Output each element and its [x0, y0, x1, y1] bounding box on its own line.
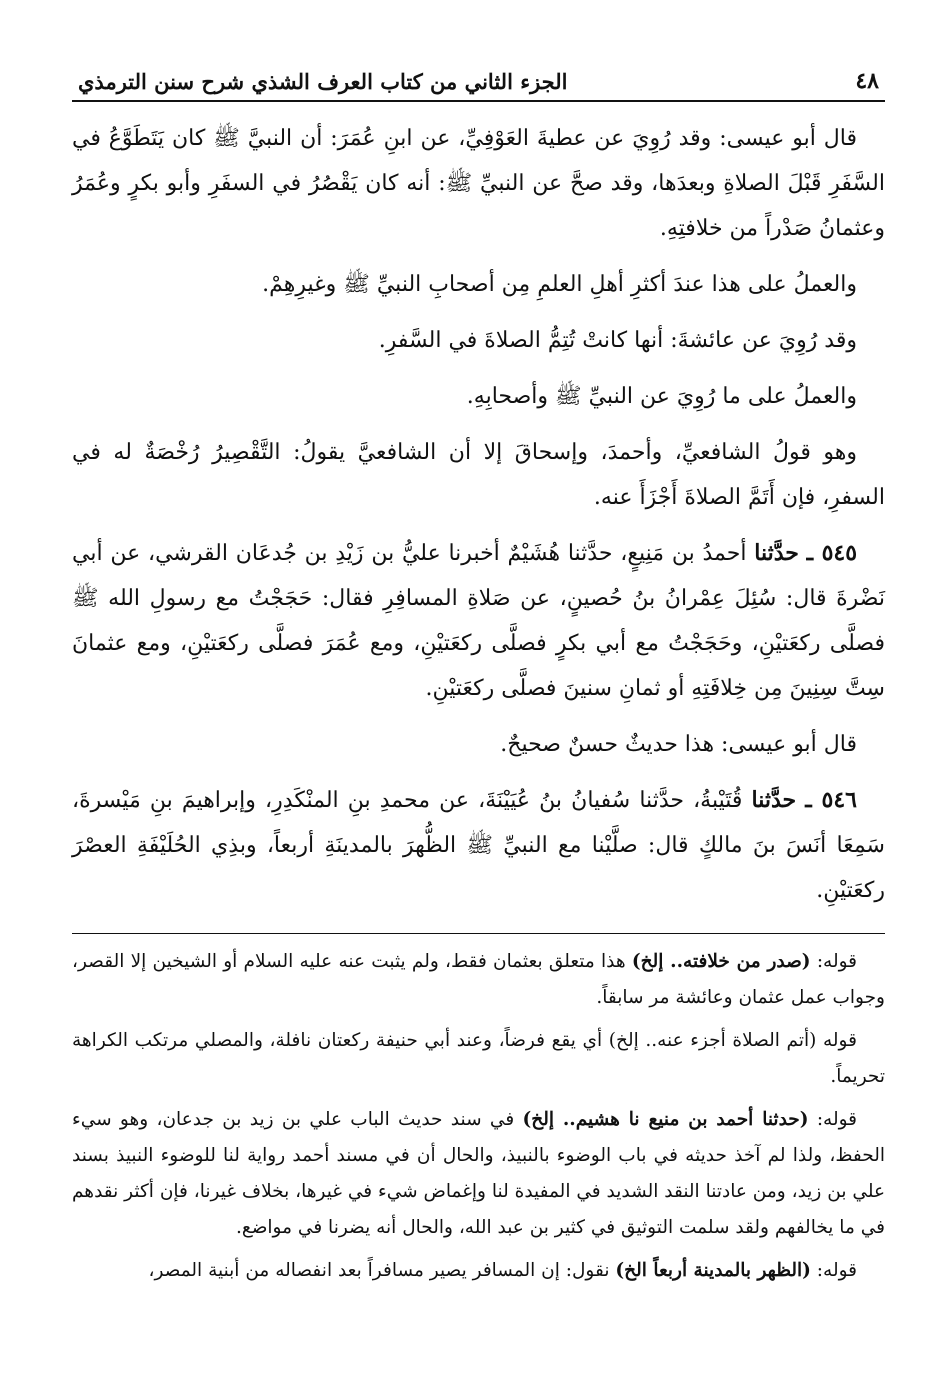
paragraph-practice-1: والعملُ على هذا عندَ أكثرِ أهلِ العلمِ مِن أصحابِ النبيِّ ﷺ وغيرِهِمْ. — [262, 272, 857, 297]
footnote-separator — [72, 933, 885, 934]
footnote-text: نقول: إن المسافر يصير مسافراً بعد انفصاله من أبنية المصر، — [148, 1260, 610, 1281]
hadith-number: ٥٤٥ ـ — [806, 540, 858, 566]
hadith-546 — [72, 778, 885, 913]
footnote-lead: قوله — [823, 1030, 857, 1051]
hadith-number: ٥٤٦ ـ — [805, 787, 857, 813]
paragraph-scholars: وهو قولُ الشافعيِّ، وأحمدَ، وإسحاقَ إلا أن الشافعيَّ يقولُ: التَّقْصِيرُ رُخْصَةٌ له في السفرِ، فإن أَتَمَّ الصلاةَ أَجْزَأَ عنه. — [72, 440, 885, 510]
footnote-lead: قوله: — [816, 1260, 857, 1281]
hadith-text: قُتَيْبةُ، حدَّثنا سُفيانُ بنُ عُيَيْنَةَ، عن محمدِ بنِ المنْكَدِرِ، وإبراهيمَ بنِ مَيْسرةَ، سَمِعَا أنَسَ بنَ مالكٍ قال: صلَّيْنا مع النبيِّ ﷺ الظُّهرَ بالمدينَةِ أربعاً، وبذِي الحُلَيْفَةِ العصْرَ ركعَتيْنِ. — [72, 788, 885, 903]
paragraph-practice-2: والعملُ على ما رُوِيَ عن النبيِّ ﷺ وأصحابِهِ. — [466, 384, 857, 409]
hadith-label: حدَّثنا — [754, 540, 799, 566]
paragraph-aisha: وقد رُوِيَ عن عائشةَ: أنها كانتْ تُتِمُّ الصلاةَ في السَّفرِ. — [378, 328, 857, 353]
hadith-label: حدَّثنا — [751, 787, 797, 813]
footnote — [72, 1102, 885, 1246]
footnote-quote: (أتم الصلاة أجزء عنه.. إلخ) — [608, 1030, 817, 1051]
footnote-lead: قوله: — [816, 951, 858, 972]
running-title: الجزء الثاني من كتاب العرف الشذي شرح سنن الترمذي — [78, 69, 568, 94]
footnotes — [72, 944, 885, 1289]
paragraph-abu-isa-2: قال أبو عيسى: هذا حديثٌ حسنٌ صحيحٌ. — [500, 732, 857, 757]
page-number: ٤٨ — [855, 68, 879, 94]
footnote-quote: (الظهر بالمدينة أربعاً الخ) — [615, 1260, 811, 1281]
footnote — [72, 1023, 885, 1095]
page-header — [72, 62, 885, 102]
footnote-text: أي يقع فرضاً، وعند أبي حنيفة ركعتان نافلة، والمصلي مرتكب الكراهة تحريماً. — [72, 1030, 885, 1087]
footnote-lead: قوله: — [816, 1109, 858, 1130]
hadith-545 — [72, 531, 885, 711]
footnote-text: هذا متعلق بعثمان فقط، ولم يثبت عنه عليه السلام أو الشيخين إلا القصر، وجواب عمل عثمان وعائشة مر سابقاً. — [72, 951, 885, 1008]
main-text — [72, 116, 885, 913]
footnote-text: في سند حديث الباب علي بن زيد بن جدعان، وهو سيء الحفظ، ولذا لم آخذ حديثه في باب الوضوء بالنبيذ، والحال أن في مسند أحمد رواية لنا للوضوء النبيذ بسند علي بن زيد، ومن عادتنا النقد الشديد في المفيدة لنا وإغماض شيء في غيرها، بخلاف غيرنا، فإن أكثر نقدهم في ما يخالفهم ولقد سلمت التوثيق في كثير بن عبد الله، والحال أنه يضرنا في مواضع. — [72, 1109, 885, 1238]
footnote-quote: (حدثنا أحمد بن منيع نا هشيم.. إلخ) — [522, 1109, 809, 1130]
hadith-text: أحمدُ بن مَنِيعٍ، حدَّثنا هُشَيْمٌ أخبرنا عليُّ بن زَيْدِ بن جُدعَان القرشي، عن أبي نَضْرةَ قال: سُئِلَ عِمْرانُ بنُ حُصينٍ، عن صَلاةِ المسافِرِ فقال: حَجَجْتُ مع رسولِ الله ﷺ فصلَّى ركعَتيْنِ، وحَجَجْتُ مع أبي بكرٍ فصلَّى ركعَتيْنِ، ومع عُمَرَ فصلَّى ركعَتيْنِ، ومع عثمانَ سِتَّ سِنِينَ مِن خِلافَتِهِ أو ثمانِ سنينَ فصلَّى ركعَتيْنِ. — [72, 541, 885, 701]
paragraph-abu-isa-1: قال أبو عيسى: وقد رُوِيَ عن عطيةَ العَوْفِيِّ، عن ابنِ عُمَرَ: أن النبيَّ ﷺ كان يَتَطَوَّعُ في السَّفَرِ قَبْلَ الصلاةِ وبعدَها، وقد صحَّ عن النبيِّ ﷺ: أنه كان يَقْصُرُ في السفَرِ وأبو بكرٍ وعُمَرُ وعثمانُ صَدْراً من خلافتِهِ. — [72, 126, 885, 241]
footnote — [72, 944, 885, 1016]
footnote-quote: (صدر من خلافته.. إلخ) — [631, 951, 811, 972]
footnote — [72, 1253, 885, 1289]
